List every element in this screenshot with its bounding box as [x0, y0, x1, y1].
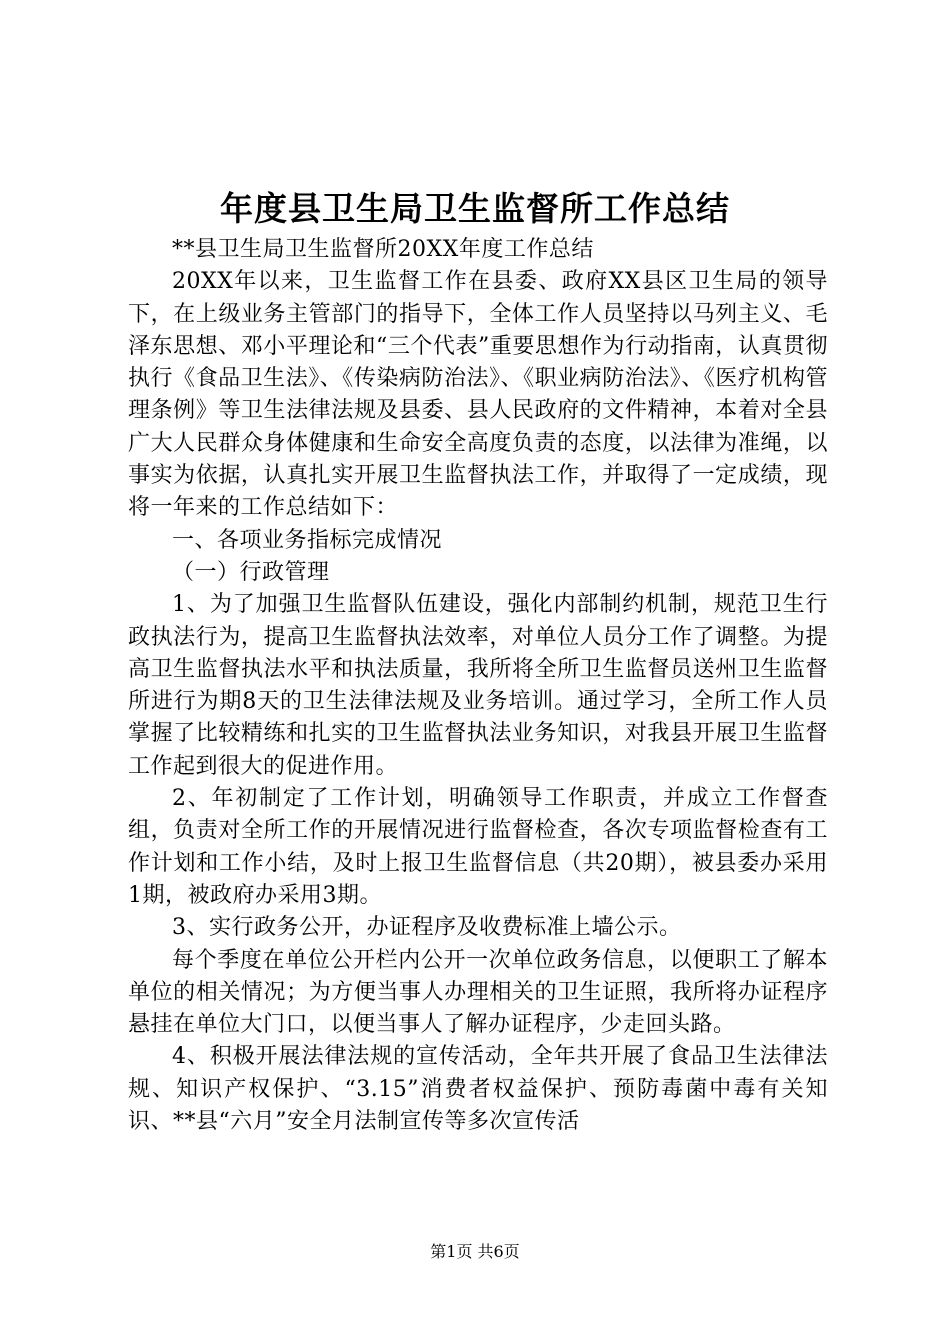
- paragraph-item-3: 3、实行政务公开，办证程序及收费标准上墙公示。: [172, 915, 682, 941]
- paragraph-item-1: 1、为了加强卫生监督队伍建设，强化内部制约机制，规范卫生行政执法行为，提高卫生监督执法效率，对单位人员分工作了调整。为提高卫生监督执法水平和执法质量，我所将全所卫生监督员送州卫生监督所进行为期8天的卫生法律法规及业务培训。通过学习，全所工作人员掌握了比较精练和扎实的卫生监督执法业务知识，对我县开展卫生监督工作起到很大的促进作用。: [128, 592, 828, 779]
- paragraph-item-2: 2、年初制定了工作计划，明确领导工作职责，并成立工作督查组，负责对全所工作的开展情况进行监督检查，各次专项监督检查有工作计划和工作小结，及时上报卫生监督信息（共20期），被县委办采用1期，被政府办采用3期。: [128, 786, 828, 908]
- section-heading: 一、各项业务指标完成情况: [172, 527, 443, 553]
- document-body: [128, 234, 828, 1138]
- page-footer: 第1页 共6页: [430, 1242, 520, 1261]
- paragraph-report-title: **县卫生局卫生监督所20XX年度工作总结: [172, 237, 594, 262]
- paragraph-item-4: 4、积极开展法律法规的宣传活动，全年共开展了食品卫生法律法规、知识产权保护、“3.15”消费者权益保护、预防毒菌中毒有关知识、**县“六月”安全月法制宣传等多次宣传活: [128, 1044, 828, 1135]
- document-title: 年度县卫生局卫生监督所工作总结: [220, 189, 730, 228]
- paragraph-introduction: 20XX年以来，卫生监督工作在县委、政府XX县区卫生局的领导下，在上级业务主管部门的指导下，全体工作人员坚持以马列主义、毛泽东思想、邓小平理论和“三个代表”重要思想作为行动指南，认真贯彻执行《食品卫生法》、《传染病防治法》、《职业病防治法》、《医疗机构管理条例》等卫生法律法规及县委、县人民政府的文件精神，本着对全县广大人民群众身体健康和生命安全高度负责的态度，以法律为准绳，以事实为依据，认真扎实开展卫生监督执法工作，并取得了一定成绩，现将一年来的工作总结如下：: [128, 269, 828, 521]
- subsection-heading: （一）行政管理: [172, 559, 330, 585]
- paragraph-item-3-detail: 每个季度在单位公开栏内公开一次单位政务信息，以便职工了解本单位的相关情况；为方便当事人办理相关的卫生证照，我所将办证程序悬挂在单位大门口，以便当事人了解办证程序，少走回头路。: [128, 947, 828, 1038]
